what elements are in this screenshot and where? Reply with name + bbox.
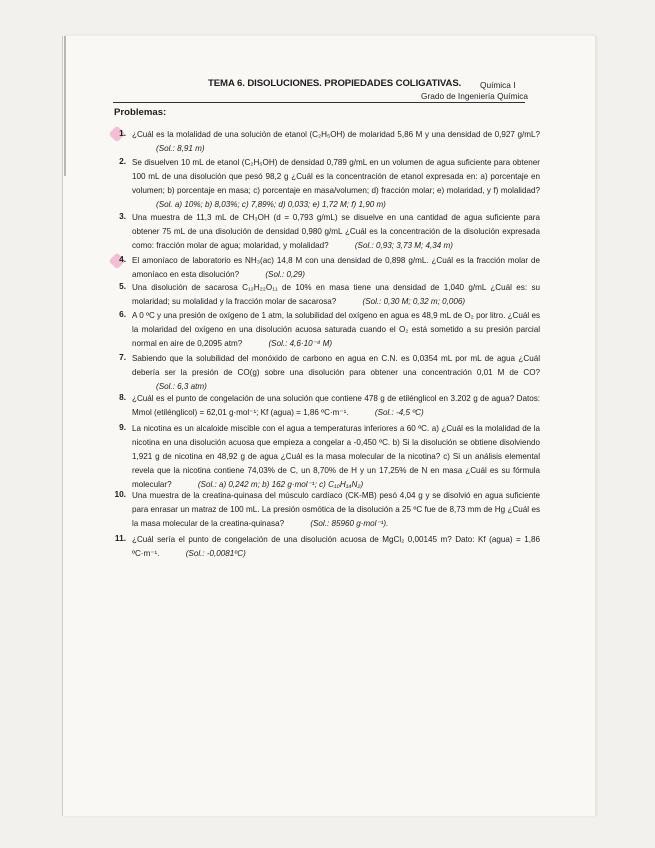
problem-solution: (Sol.: 0,30 M; 0,32 m; 0,006) [362, 297, 466, 306]
problem-solution: (Sol.: -4,5 ºC) [374, 408, 424, 417]
problem-text [132, 254, 540, 282]
problem-text [132, 352, 540, 394]
problem-solution: (Sol.: 6,3 atm) [156, 382, 207, 391]
subject-label: Química I [480, 80, 516, 90]
degree-label: Grado de Ingeniería Química [421, 91, 528, 101]
problem-text [132, 533, 540, 561]
problem-solution: (Sol.: 85960 g·mol⁻¹). [310, 519, 389, 528]
problem-solution: (Sol.: 0,93; 3,73 M; 4,34 m) [354, 241, 453, 250]
problem-statement: ¿Cuál es el punto de congelación de una solución que contiene 478 g de etilénglicol en 3.202 g de agua? Datos: Mmol (etilénglicol) = 62,01 g·mol⁻¹; Kf (agua) = 1,86 ºC·m⁻¹. [132, 394, 540, 417]
problem-text [132, 309, 540, 351]
problem-statement: La nicotina es un alcaloide miscible con el agua a temperaturas inferiores a 60 ºC. a) ¿Cuál es la molalidad de la nicotina en una disolución acuosa que empieza a congelar a -0,450 ºC. b) Si la disolución se obtiene disolviendo 1,921 g de nicotina en 48,92 g de agua ¿Cuál es la masa molecular de la nicotina? c) Si un análisis elemental revela que la nicotina contiene 74,03% de C, un 8,70% de H y un 17,25% de N en masa ¿Cuál es su fórmula molecular? [132, 424, 540, 489]
document-title: TEMA 6. DISOLUCIONES. PROPIEDADES COLIGATIVAS. [208, 78, 462, 89]
problem-statement: Sabiendo que la solubilidad del monóxido de carbono en agua en C.N. es 0,0354 mL por mL de agua ¿Cuál debería ser la presión de CO(g) sobre una disolución para obtener una concentración 0,01 M de CO? [132, 354, 540, 377]
problem-solution: (Sol.: -0,0081ºC) [185, 549, 246, 558]
problem-solution: (Sol. a) 10%; b) 8,03%; c) 7,89%; d) 0,033; e) 1,72 M; f) 1,90 m) [156, 200, 386, 209]
problem-number: 10. [114, 489, 126, 499]
problem-solution: (Sol.: a) 0,242 m; b) 162 g·mol⁻¹; c) C₁₀H₁₄N₂) [197, 480, 364, 489]
problem-text [132, 156, 540, 212]
problem-text [132, 128, 540, 156]
problem-number: 3. [119, 211, 126, 221]
problem-statement: Una muestra de 11,3 mL de CH₃OH (d = 0,793 g/mL) se disuelve en una cantidad de agua suficiente para obtener 75 mL de una disolución de densidad 0,980 g/mL ¿Cuál es la concentración de la disolución expresada como: fracción molar de agua; molaridad, y molalidad? [132, 213, 540, 250]
problem-number: 1. [119, 128, 126, 138]
problem-statement: ¿Cuál es la molalidad de una solución de etanol (C₂H₅OH) de molaridad 5,86 M y una densidad de 0,927 g/mL? [132, 130, 540, 139]
problem-statement: A 0 ºC y una presión de oxígeno de 1 atm, la solubilidad del oxígeno en agua es 48,9 mL de O₂ por litro. ¿Cuál es la molaridad del oxígeno en una disolución acuosa saturada cuando el O₂ está sometido a su presión parcial normal en aire de 0,2095 atm? [132, 311, 540, 348]
problem-number: 9. [119, 422, 126, 432]
scan-edge-line [64, 36, 66, 176]
problem-statement: Una disolución de sacarosa C₁₂H₂₂O₁₁ de 10% en masa tiene una densidad de 1,040 g/mL ¿Cuál es: su molaridad; su molalidad y la fracción molar de sacarosa? [132, 283, 540, 306]
problem-text [132, 211, 540, 253]
problem-number: 5. [119, 281, 126, 291]
problem-text [132, 489, 540, 531]
problem-text [132, 281, 540, 309]
problem-solution: (Sol.: 0,29) [265, 270, 305, 279]
problem-number: 4. [119, 254, 126, 264]
problem-number: 2. [119, 156, 126, 166]
problem-number: 7. [119, 352, 126, 362]
problem-solution: (Sol.: 4,6·10⁻⁴ M) [268, 339, 333, 348]
problem-statement: ¿Cuál sería el punto de congelación de una disolución acuosa de MgCl₂ 0,00145 m? Dato: Kf (agua) = 1,86 ºC·m⁻¹. [132, 535, 540, 558]
problem-statement: El amoníaco de laboratorio es NH₃(ac) 14,8 M con una densidad de 0,898 g/mL. ¿Cuál es la fracción molar de amoníaco en esta disolución? [132, 256, 540, 279]
problem-statement: Se disuelven 10 mL de etanol (C₂H₅OH) de densidad 0,789 g/mL en un volumen de agua suficiente para obtener 100 mL de una disolución que pesó 98,2 g ¿Cuál es la concentración de etanol expresada en: a) porcentaje en volumen; b) porcentaje en masa; c) porcentaje en masa/volumen; d) fracción molar; e) molaridad, y f) molalidad? [132, 158, 540, 195]
problem-text [132, 392, 540, 420]
problem-number: 8. [119, 392, 126, 402]
problem-number: 11. [114, 533, 126, 543]
header-divider [113, 102, 525, 103]
problem-solution: (Sol.: 8,91 m) [156, 144, 205, 153]
section-heading: Problemas: [114, 107, 167, 118]
problem-statement: Una muestra de la creatina-quinasa del músculo cardíaco (CK-MB) pesó 4,04 g y se disolvió en agua suficiente para enrasar un matraz de 100 mL. La presión osmótica de la disolución a 25 ºC fue de 8,73 mm de Hg ¿Cuál es la masa molecular de la creatina-quinasa? [132, 491, 540, 528]
problem-number: 6. [119, 309, 126, 319]
problem-text [132, 422, 540, 492]
